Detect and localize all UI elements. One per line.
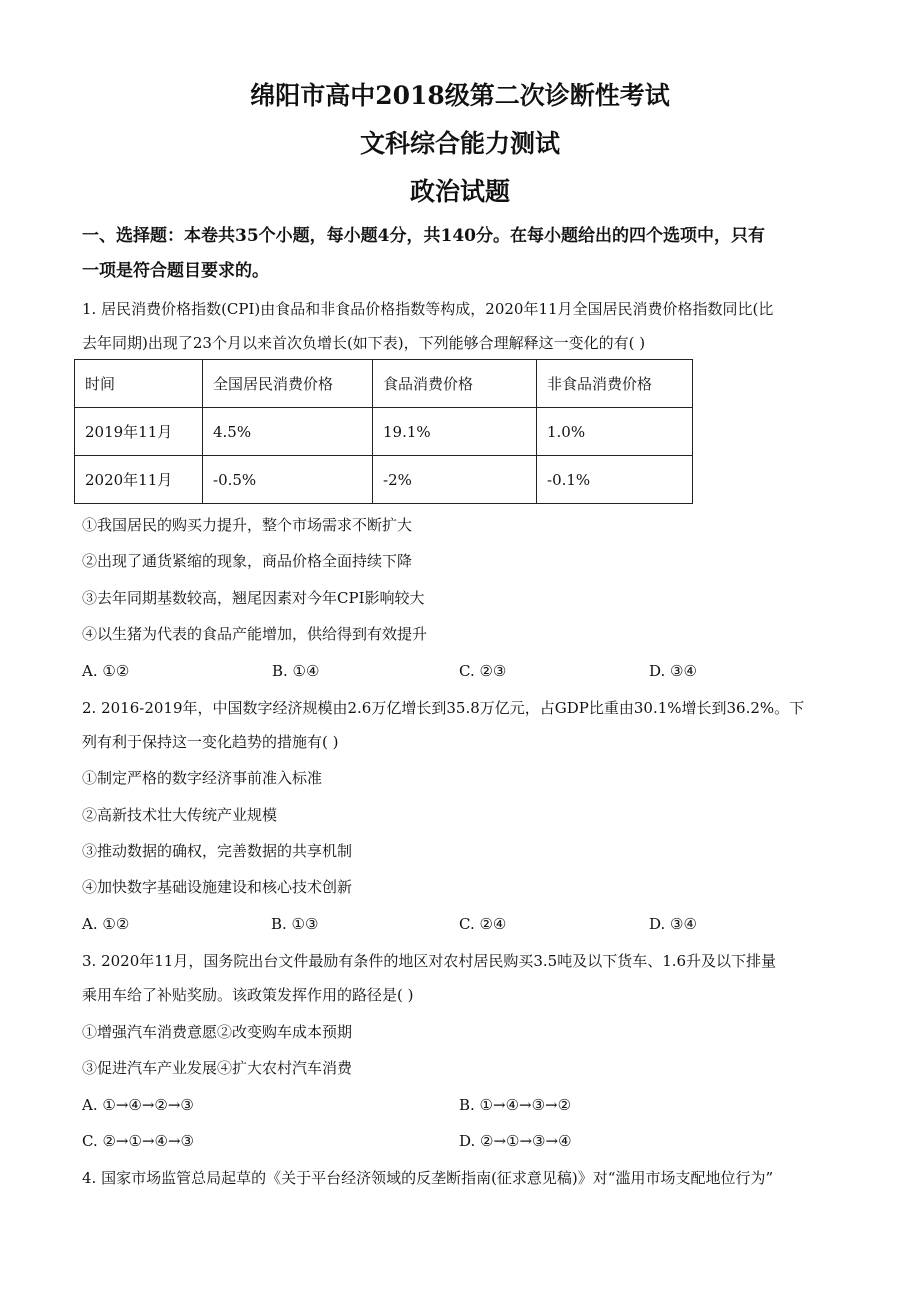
q2-option-a: A. ①② bbox=[82, 915, 130, 933]
q1-item-3: ③去年同期基数较高，翘尾因素对今年CPI影响较大 bbox=[82, 589, 425, 607]
table-row bbox=[75, 456, 693, 504]
q1-option-d: D. ③④ bbox=[649, 662, 697, 680]
table-cell: 2019年11月 bbox=[75, 408, 203, 456]
table-row bbox=[75, 408, 693, 456]
q3-stem-line-2: 乘用车给了补贴奖励。该政策发挥作用的路径是( ) bbox=[82, 986, 414, 1004]
table-cell: -2% bbox=[373, 456, 537, 504]
q3-option-b: B. ①→④→③→② bbox=[459, 1096, 572, 1114]
table-header-cell: 食品消费价格 bbox=[373, 360, 537, 408]
subject-title: 政治试题 bbox=[409, 177, 510, 206]
q2-stem-line-1: 2. 2016-2019年，中国数字经济规模由2.6万亿增长到35.8万亿元，占GDP比重由30.1%增长到36.2%。下 bbox=[82, 699, 805, 717]
section-instruction-line-1: 一、选择题：本卷共35个小题，每小题4分，共140分。在每小题给出的四个选项中，只有 bbox=[82, 226, 765, 246]
table-cell: -0.5% bbox=[203, 456, 373, 504]
q1-option-a: A. ①② bbox=[82, 662, 130, 680]
q1-option-b: B. ①④ bbox=[272, 662, 320, 680]
q1-item-4: ④以生猪为代表的食品产能增加，供给得到有效提升 bbox=[82, 625, 428, 643]
table-header-cell: 非食品消费价格 bbox=[537, 360, 693, 408]
q1-stem-line-2: 去年同期)出现了23个月以来首次负增长(如下表)，下列能够合理解释这一变化的有( ) bbox=[82, 334, 646, 352]
cpi-table bbox=[74, 359, 693, 504]
q3-option-c: C. ②→①→④→③ bbox=[82, 1132, 194, 1150]
q3-stem-line-1: 3. 2020年11月，国务院出台文件最励有条件的地区对农村居民购买3.5吨及以下货车、1.6升及以下排量 bbox=[82, 952, 777, 970]
q3-item-2: ③促进汽车产业发展④扩大农村汽车消费 bbox=[82, 1059, 353, 1077]
exam-title: 绵阳市高中2018级第二次诊断性考试 bbox=[250, 81, 670, 110]
q2-stem-line-2: 列有利于保持这一变化趋势的措施有( ) bbox=[82, 733, 339, 751]
q4-stem-line-1: 4. 国家市场监管总局起草的《关于平台经济领域的反垄断指南(征求意见稿)》对“滥用市场支配地位行为” bbox=[82, 1169, 774, 1187]
q3-item-1: ①增强汽车消费意愿②改变购车成本预期 bbox=[82, 1023, 353, 1041]
table-cell: 1.0% bbox=[537, 408, 693, 456]
table-cell: -0.1% bbox=[537, 456, 693, 504]
q1-option-c: C. ②③ bbox=[459, 662, 507, 680]
table-header-cell: 时间 bbox=[75, 360, 203, 408]
q2-option-d: D. ③④ bbox=[649, 915, 697, 933]
q1-item-1: ①我国居民的购买力提升，整个市场需求不断扩大 bbox=[82, 516, 413, 534]
q3-option-a: A. ①→④→②→③ bbox=[82, 1096, 194, 1114]
q2-option-b: B. ①③ bbox=[271, 915, 319, 933]
q2-item-1: ①制定严格的数字经济事前准入标准 bbox=[82, 769, 323, 787]
q1-item-2: ②出现了通货紧缩的现象，商品价格全面持续下降 bbox=[82, 552, 413, 570]
table-cell: 19.1% bbox=[373, 408, 537, 456]
q2-option-c: C. ②④ bbox=[459, 915, 507, 933]
section-instruction-line-2: 一项是符合题目要求的。 bbox=[82, 261, 269, 281]
table-header-row bbox=[75, 360, 693, 408]
q3-option-d: D. ②→①→③→④ bbox=[459, 1132, 572, 1150]
table-header-cell: 全国居民消费价格 bbox=[203, 360, 373, 408]
q2-item-4: ④加快数字基础设施建设和核心技术创新 bbox=[82, 878, 353, 896]
table-cell: 4.5% bbox=[203, 408, 373, 456]
table-cell: 2020年11月 bbox=[75, 456, 203, 504]
q2-item-2: ②高新技术壮大传统产业规模 bbox=[82, 806, 278, 824]
q1-stem-line-1: 1. 居民消费价格指数(CPI)由食品和非食品价格指数等构成，2020年11月全国居民消费价格指数同比(比 bbox=[82, 300, 774, 318]
q2-item-3: ③推动数据的确权，完善数据的共享机制 bbox=[82, 842, 353, 860]
exam-subtitle: 文科综合能力测试 bbox=[359, 129, 560, 158]
